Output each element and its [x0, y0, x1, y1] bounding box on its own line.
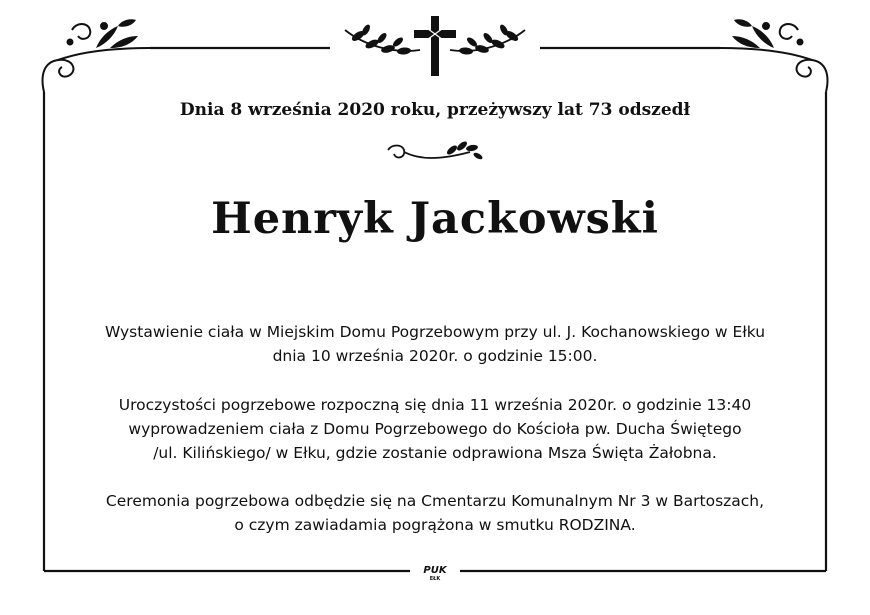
paragraph-line: Wystawienie ciała w Miejskim Domu Pogrzebowym przy ul. J. Kochanowskiego w Ełku	[104, 323, 766, 341]
puk-elk-logo	[405, 566, 465, 582]
ceremony-paragraph	[40, 393, 830, 465]
paragraph-line: dnia 10 września 2020r. o godzinie 15:00.	[272, 347, 598, 365]
paragraph-line: /ul. Kilińskiego/ w Ełku, gdzie zostanie odprawiona Msza Święta Żałobna.	[153, 444, 717, 462]
paragraph-line: Ceremonia pogrzebowa odbędzie się na Cmentarzu Komunalnym Nr 3 w Bartoszach,	[105, 492, 765, 510]
logo-sub-text: EŁK	[429, 576, 441, 582]
deceased-name: Henryk Jackowski	[211, 194, 659, 244]
logo-main-text: PUK	[423, 565, 447, 576]
cross-with-laurel-icon	[345, 16, 525, 76]
paragraph-line: wyprowadzeniem ciała z Domu Pogrzebowego do Kościoła pw. Ducha Świętego	[128, 420, 742, 438]
paragraph-line: o czym zawiadamia pogrążona w smutku RODZINA.	[234, 516, 636, 534]
leaf-flourish-icon	[388, 140, 484, 161]
floral-flourish-icon	[43, 23, 150, 92]
viewing-paragraph	[40, 320, 830, 368]
paragraph-line: Uroczystości pogrzebowe rozpoczną się dnia 11 września 2020r. o godzinie 13:40	[118, 396, 752, 414]
burial-paragraph	[40, 489, 830, 537]
death-announcement-headline: Dnia 8 września 2020 roku, przeżywszy lat 73 odszedł	[179, 100, 691, 120]
